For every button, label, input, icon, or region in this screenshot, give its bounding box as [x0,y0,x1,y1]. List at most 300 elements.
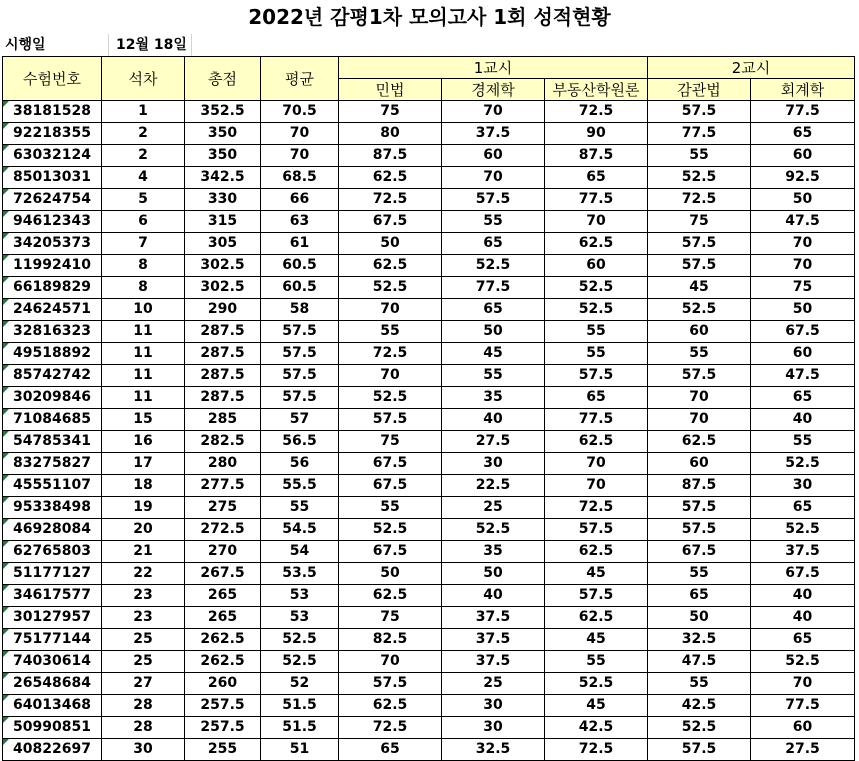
economics-cell[interactable]: 37.5 [442,123,545,145]
exam-number-cell[interactable]: 11992410 [3,255,102,277]
exam-date-row [0,34,859,56]
appraisal-law-cell[interactable]: 70 [648,387,751,409]
exam-number-cell[interactable]: 30209846 [3,387,102,409]
civil-law-cell[interactable]: 57.5 [339,673,442,695]
civil-law-cell[interactable]: 87.5 [339,145,442,167]
civil-law-cell[interactable]: 62.5 [339,167,442,189]
total-cell[interactable]: 260 [185,673,261,695]
average-cell[interactable]: 57.5 [261,321,339,343]
table-row [3,167,855,189]
appraisal-law-cell[interactable]: 52.5 [648,299,751,321]
civil-law-cell[interactable]: 70 [339,365,442,387]
average-cell[interactable]: 52.5 [261,629,339,651]
exam-number-cell[interactable]: 71084685 [3,409,102,431]
economics-cell[interactable]: 65 [442,299,545,321]
appraisal-law-cell[interactable]: 60 [648,453,751,475]
total-cell[interactable]: 285 [185,409,261,431]
accounting-cell[interactable]: 27.5 [751,739,855,761]
table-row [3,475,855,497]
accounting-cell[interactable]: 30 [751,475,855,497]
rank-cell[interactable]: 18 [102,475,185,497]
exam-number-cell[interactable]: 34617577 [3,585,102,607]
real-estate-cell[interactable]: 52.5 [545,299,648,321]
appraisal-law-cell[interactable]: 57.5 [648,255,751,277]
total-cell[interactable]: 282.5 [185,431,261,453]
exam-number-cell[interactable]: 24624571 [3,299,102,321]
table-row [3,211,855,233]
civil-law-cell[interactable]: 50 [339,563,442,585]
civil-law-cell[interactable]: 55 [339,497,442,519]
accounting-cell[interactable]: 47.5 [751,365,855,387]
table-row [3,541,855,563]
exam-number-cell[interactable]: 95338498 [3,497,102,519]
economics-cell[interactable]: 52.5 [442,519,545,541]
average-cell[interactable]: 60.5 [261,277,339,299]
economics-cell[interactable]: 77.5 [442,277,545,299]
average-cell[interactable]: 57.5 [261,343,339,365]
total-cell[interactable]: 287.5 [185,387,261,409]
exam-number-cell[interactable]: 72624754 [3,189,102,211]
real-estate-cell[interactable]: 77.5 [545,409,648,431]
table-row [3,255,855,277]
economics-cell[interactable]: 37.5 [442,629,545,651]
rank-cell[interactable]: 6 [102,211,185,233]
civil-law-cell[interactable]: 72.5 [339,343,442,365]
accounting-cell[interactable]: 37.5 [751,541,855,563]
economics-cell[interactable]: 40 [442,409,545,431]
accounting-cell[interactable]: 92.5 [751,167,855,189]
rank-cell[interactable]: 28 [102,717,185,739]
average-cell[interactable]: 51 [261,739,339,761]
average-cell[interactable]: 61 [261,233,339,255]
rank-cell[interactable]: 11 [102,365,185,387]
average-cell[interactable]: 63 [261,211,339,233]
accounting-cell[interactable]: 50 [751,299,855,321]
total-cell[interactable]: 302.5 [185,277,261,299]
average-cell[interactable]: 53.5 [261,563,339,585]
economics-cell[interactable]: 25 [442,673,545,695]
economics-cell[interactable]: 60 [442,145,545,167]
total-cell[interactable]: 262.5 [185,629,261,651]
total-cell[interactable]: 290 [185,299,261,321]
exam-date-value: 12월 18일 [116,37,187,53]
civil-law-cell[interactable]: 67.5 [339,541,442,563]
average-cell[interactable]: 70.5 [261,101,339,123]
rank-cell[interactable]: 8 [102,277,185,299]
rank-cell[interactable]: 8 [102,255,185,277]
total-cell[interactable]: 315 [185,211,261,233]
rank-cell[interactable]: 19 [102,497,185,519]
table-row [3,585,855,607]
economics-cell[interactable]: 30 [442,717,545,739]
exam-date-label: 시행일 [5,37,46,53]
average-cell[interactable]: 54 [261,541,339,563]
accounting-cell[interactable]: 77.5 [751,695,855,717]
accounting-cell[interactable]: 52.5 [751,651,855,673]
exam-number-cell[interactable]: 38181528 [3,101,102,123]
accounting-cell[interactable]: 55 [751,431,855,453]
economics-cell[interactable]: 22.5 [442,475,545,497]
total-cell[interactable]: 287.5 [185,321,261,343]
total-cell[interactable]: 305 [185,233,261,255]
accounting-cell[interactable]: 75 [751,277,855,299]
exam-number-cell[interactable]: 62765803 [3,541,102,563]
table-row [3,431,855,453]
civil-law-cell[interactable]: 72.5 [339,189,442,211]
appraisal-law-cell[interactable]: 57.5 [648,519,751,541]
economics-cell[interactable]: 37.5 [442,651,545,673]
economics-cell[interactable]: 35 [442,387,545,409]
accounting-cell[interactable]: 60 [751,145,855,167]
total-cell[interactable]: 262.5 [185,651,261,673]
average-cell[interactable]: 51.5 [261,695,339,717]
header-real-estate: 부동산학원론 [545,79,648,101]
civil-law-cell[interactable]: 52.5 [339,387,442,409]
economics-cell[interactable]: 40 [442,585,545,607]
average-cell[interactable]: 56.5 [261,431,339,453]
real-estate-cell[interactable]: 72.5 [545,497,648,519]
header-period-1: 1교시 [339,57,648,79]
average-cell[interactable]: 52.5 [261,651,339,673]
exam-number-cell[interactable]: 63032124 [3,145,102,167]
exam-number-cell[interactable]: 50990851 [3,717,102,739]
rank-cell[interactable]: 15 [102,409,185,431]
appraisal-law-cell[interactable]: 52.5 [648,717,751,739]
real-estate-cell[interactable]: 57.5 [545,365,648,387]
rank-cell[interactable]: 20 [102,519,185,541]
real-estate-cell[interactable]: 45 [545,563,648,585]
total-cell[interactable]: 350 [185,145,261,167]
rank-cell[interactable]: 23 [102,607,185,629]
civil-law-cell[interactable]: 75 [339,607,442,629]
rank-cell[interactable]: 16 [102,431,185,453]
rank-cell[interactable]: 2 [102,123,185,145]
economics-cell[interactable]: 55 [442,211,545,233]
civil-law-cell[interactable]: 67.5 [339,211,442,233]
real-estate-cell[interactable]: 45 [545,629,648,651]
real-estate-cell[interactable]: 65 [545,167,648,189]
economics-cell[interactable]: 45 [442,343,545,365]
civil-law-cell[interactable]: 62.5 [339,255,442,277]
exam-number-cell[interactable]: 45551107 [3,475,102,497]
real-estate-cell[interactable]: 45 [545,695,648,717]
header-rank: 석차 [102,57,185,101]
average-cell[interactable]: 70 [261,123,339,145]
appraisal-law-cell[interactable]: 55 [648,343,751,365]
exam-number-cell[interactable]: 49518892 [3,343,102,365]
total-cell[interactable]: 302.5 [185,255,261,277]
appraisal-law-cell[interactable]: 45 [648,277,751,299]
exam-number-cell[interactable]: 40822697 [3,739,102,761]
exam-number-cell[interactable]: 94612343 [3,211,102,233]
appraisal-law-cell[interactable]: 52.5 [648,167,751,189]
average-cell[interactable]: 54.5 [261,519,339,541]
real-estate-cell[interactable]: 57.5 [545,519,648,541]
civil-law-cell[interactable]: 82.5 [339,629,442,651]
civil-law-cell[interactable]: 67.5 [339,475,442,497]
accounting-cell[interactable]: 65 [751,387,855,409]
rank-cell[interactable]: 11 [102,321,185,343]
rank-cell[interactable]: 4 [102,167,185,189]
exam-number-cell[interactable]: 54785341 [3,431,102,453]
total-cell[interactable]: 277.5 [185,475,261,497]
appraisal-law-cell[interactable]: 62.5 [648,431,751,453]
appraisal-law-cell[interactable]: 65 [648,585,751,607]
appraisal-law-cell[interactable]: 57.5 [648,739,751,761]
real-estate-cell[interactable]: 90 [545,123,648,145]
total-cell[interactable]: 270 [185,541,261,563]
accounting-cell[interactable]: 52.5 [751,519,855,541]
economics-cell[interactable]: 35 [442,541,545,563]
average-cell[interactable]: 57 [261,409,339,431]
rank-cell[interactable]: 11 [102,387,185,409]
exam-number-cell[interactable]: 51177127 [3,563,102,585]
table-row [3,607,855,629]
accounting-cell[interactable]: 50 [751,189,855,211]
total-cell[interactable]: 350 [185,123,261,145]
average-cell[interactable]: 66 [261,189,339,211]
economics-cell[interactable]: 52.5 [442,255,545,277]
civil-law-cell[interactable]: 80 [339,123,442,145]
economics-cell[interactable]: 25 [442,497,545,519]
real-estate-cell[interactable]: 42.5 [545,717,648,739]
table-row [3,651,855,673]
accounting-cell[interactable]: 65 [751,123,855,145]
exam-number-cell[interactable]: 26548684 [3,673,102,695]
real-estate-cell[interactable]: 62.5 [545,607,648,629]
civil-law-cell[interactable]: 62.5 [339,695,442,717]
rank-cell[interactable]: 27 [102,673,185,695]
civil-law-cell[interactable]: 67.5 [339,453,442,475]
appraisal-law-cell[interactable]: 57.5 [648,365,751,387]
total-cell[interactable]: 287.5 [185,343,261,365]
appraisal-law-cell[interactable]: 75 [648,211,751,233]
civil-law-cell[interactable]: 70 [339,299,442,321]
accounting-cell[interactable]: 70 [751,255,855,277]
total-cell[interactable]: 257.5 [185,717,261,739]
real-estate-cell[interactable]: 70 [545,453,648,475]
total-cell[interactable]: 265 [185,585,261,607]
rank-cell[interactable]: 22 [102,563,185,585]
appraisal-law-cell[interactable]: 87.5 [648,475,751,497]
real-estate-cell[interactable]: 62.5 [545,541,648,563]
total-cell[interactable]: 330 [185,189,261,211]
rank-cell[interactable]: 21 [102,541,185,563]
average-cell[interactable]: 55.5 [261,475,339,497]
rank-cell[interactable]: 28 [102,695,185,717]
rank-cell[interactable]: 5 [102,189,185,211]
exam-number-cell[interactable]: 85013031 [3,167,102,189]
accounting-cell[interactable]: 65 [751,497,855,519]
accounting-cell[interactable]: 60 [751,343,855,365]
rank-cell[interactable]: 10 [102,299,185,321]
total-cell[interactable]: 272.5 [185,519,261,541]
civil-law-cell[interactable]: 65 [339,739,442,761]
economics-cell[interactable]: 70 [442,101,545,123]
appraisal-law-cell[interactable]: 77.5 [648,123,751,145]
rank-cell[interactable]: 1 [102,101,185,123]
real-estate-cell[interactable]: 65 [545,387,648,409]
header-id: 수험번호 [3,57,102,101]
accounting-cell[interactable]: 67.5 [751,321,855,343]
table-row [3,299,855,321]
accounting-cell[interactable]: 70 [751,673,855,695]
total-cell[interactable]: 352.5 [185,101,261,123]
civil-law-cell[interactable]: 57.5 [339,409,442,431]
exam-number-cell[interactable]: 34205373 [3,233,102,255]
civil-law-cell[interactable]: 75 [339,101,442,123]
appraisal-law-cell[interactable]: 47.5 [648,651,751,673]
economics-cell[interactable]: 27.5 [442,431,545,453]
economics-cell[interactable]: 30 [442,695,545,717]
economics-cell[interactable]: 50 [442,563,545,585]
exam-number-cell[interactable]: 92218355 [3,123,102,145]
real-estate-cell[interactable]: 87.5 [545,145,648,167]
rank-cell[interactable]: 23 [102,585,185,607]
total-cell[interactable]: 265 [185,607,261,629]
civil-law-cell[interactable]: 55 [339,321,442,343]
civil-law-cell[interactable]: 50 [339,233,442,255]
economics-cell[interactable]: 55 [442,365,545,387]
total-cell[interactable]: 342.5 [185,167,261,189]
accounting-cell[interactable]: 77.5 [751,101,855,123]
economics-cell[interactable]: 65 [442,233,545,255]
real-estate-cell[interactable]: 62.5 [545,431,648,453]
table-row [3,365,855,387]
rank-cell[interactable]: 25 [102,651,185,673]
total-cell[interactable]: 287.5 [185,365,261,387]
rank-cell[interactable]: 11 [102,343,185,365]
header-total: 총점 [185,57,261,101]
real-estate-cell[interactable]: 57.5 [545,585,648,607]
accounting-cell[interactable]: 65 [751,629,855,651]
average-cell[interactable]: 56 [261,453,339,475]
real-estate-cell[interactable]: 55 [545,651,648,673]
average-cell[interactable]: 60.5 [261,255,339,277]
accounting-cell[interactable]: 40 [751,409,855,431]
rank-cell[interactable]: 17 [102,453,185,475]
civil-law-cell[interactable]: 75 [339,431,442,453]
accounting-cell[interactable]: 40 [751,607,855,629]
real-estate-cell[interactable]: 55 [545,321,648,343]
appraisal-law-cell[interactable]: 67.5 [648,541,751,563]
header-accounting: 회계학 [751,79,855,101]
average-cell[interactable]: 68.5 [261,167,339,189]
accounting-cell[interactable]: 52.5 [751,453,855,475]
civil-law-cell[interactable]: 62.5 [339,585,442,607]
average-cell[interactable]: 55 [261,497,339,519]
real-estate-cell[interactable]: 52.5 [545,673,648,695]
real-estate-cell[interactable]: 72.5 [545,739,648,761]
economics-cell[interactable]: 32.5 [442,739,545,761]
rank-cell[interactable]: 7 [102,233,185,255]
appraisal-law-cell[interactable]: 42.5 [648,695,751,717]
real-estate-cell[interactable]: 70 [545,475,648,497]
real-estate-cell[interactable]: 72.5 [545,101,648,123]
rank-cell[interactable]: 25 [102,629,185,651]
total-cell[interactable]: 280 [185,453,261,475]
real-estate-cell[interactable]: 60 [545,255,648,277]
table-row [3,145,855,167]
total-cell[interactable]: 267.5 [185,563,261,585]
table-row [3,519,855,541]
accounting-cell[interactable]: 70 [751,233,855,255]
average-cell[interactable]: 57.5 [261,387,339,409]
total-cell[interactable]: 257.5 [185,695,261,717]
average-cell[interactable]: 70 [261,145,339,167]
exam-number-cell[interactable]: 64013468 [3,695,102,717]
average-cell[interactable]: 52 [261,673,339,695]
civil-law-cell[interactable]: 52.5 [339,519,442,541]
real-estate-cell[interactable]: 70 [545,211,648,233]
exam-number-cell[interactable]: 83275827 [3,453,102,475]
exam-number-cell[interactable]: 30127957 [3,607,102,629]
appraisal-law-cell[interactable]: 70 [648,409,751,431]
cell-divider [108,34,109,56]
economics-cell[interactable]: 37.5 [442,607,545,629]
appraisal-law-cell[interactable]: 60 [648,321,751,343]
civil-law-cell[interactable]: 72.5 [339,717,442,739]
exam-number-cell[interactable]: 46928084 [3,519,102,541]
table-row [3,189,855,211]
total-cell[interactable]: 275 [185,497,261,519]
table-row [3,321,855,343]
rank-cell[interactable]: 30 [102,739,185,761]
page-title: 2022년 감평1차 모의고사 1회 성적현황 [248,5,611,29]
economics-cell[interactable]: 50 [442,321,545,343]
average-cell[interactable]: 58 [261,299,339,321]
table-row [3,497,855,519]
average-cell[interactable]: 53 [261,585,339,607]
real-estate-cell[interactable]: 77.5 [545,189,648,211]
appraisal-law-cell[interactable]: 55 [648,145,751,167]
exam-number-cell[interactable]: 66189829 [3,277,102,299]
real-estate-cell[interactable]: 62.5 [545,233,648,255]
appraisal-law-cell[interactable]: 57.5 [648,233,751,255]
accounting-cell[interactable]: 47.5 [751,211,855,233]
appraisal-law-cell[interactable]: 55 [648,563,751,585]
exam-number-cell[interactable]: 32816323 [3,321,102,343]
civil-law-cell[interactable]: 70 [339,651,442,673]
appraisal-law-cell[interactable]: 57.5 [648,497,751,519]
table-row [3,277,855,299]
accounting-cell[interactable]: 40 [751,585,855,607]
real-estate-cell[interactable]: 52.5 [545,277,648,299]
appraisal-law-cell[interactable]: 57.5 [648,101,751,123]
appraisal-law-cell[interactable]: 55 [648,673,751,695]
exam-number-cell[interactable]: 75177144 [3,629,102,651]
appraisal-law-cell[interactable]: 50 [648,607,751,629]
appraisal-law-cell[interactable]: 32.5 [648,629,751,651]
table-row [3,453,855,475]
civil-law-cell[interactable]: 52.5 [339,277,442,299]
average-cell[interactable]: 53 [261,607,339,629]
rank-cell[interactable]: 2 [102,145,185,167]
header-economics: 경제학 [442,79,545,101]
average-cell[interactable]: 57.5 [261,365,339,387]
accounting-cell[interactable]: 60 [751,717,855,739]
average-cell[interactable]: 51.5 [261,717,339,739]
accounting-cell[interactable]: 67.5 [751,563,855,585]
economics-cell[interactable]: 70 [442,167,545,189]
exam-number-cell[interactable]: 85742742 [3,365,102,387]
economics-cell[interactable]: 30 [442,453,545,475]
real-estate-cell[interactable]: 55 [545,343,648,365]
exam-number-cell[interactable]: 74030614 [3,651,102,673]
total-cell[interactable]: 255 [185,739,261,761]
appraisal-law-cell[interactable]: 72.5 [648,189,751,211]
economics-cell[interactable]: 57.5 [442,189,545,211]
